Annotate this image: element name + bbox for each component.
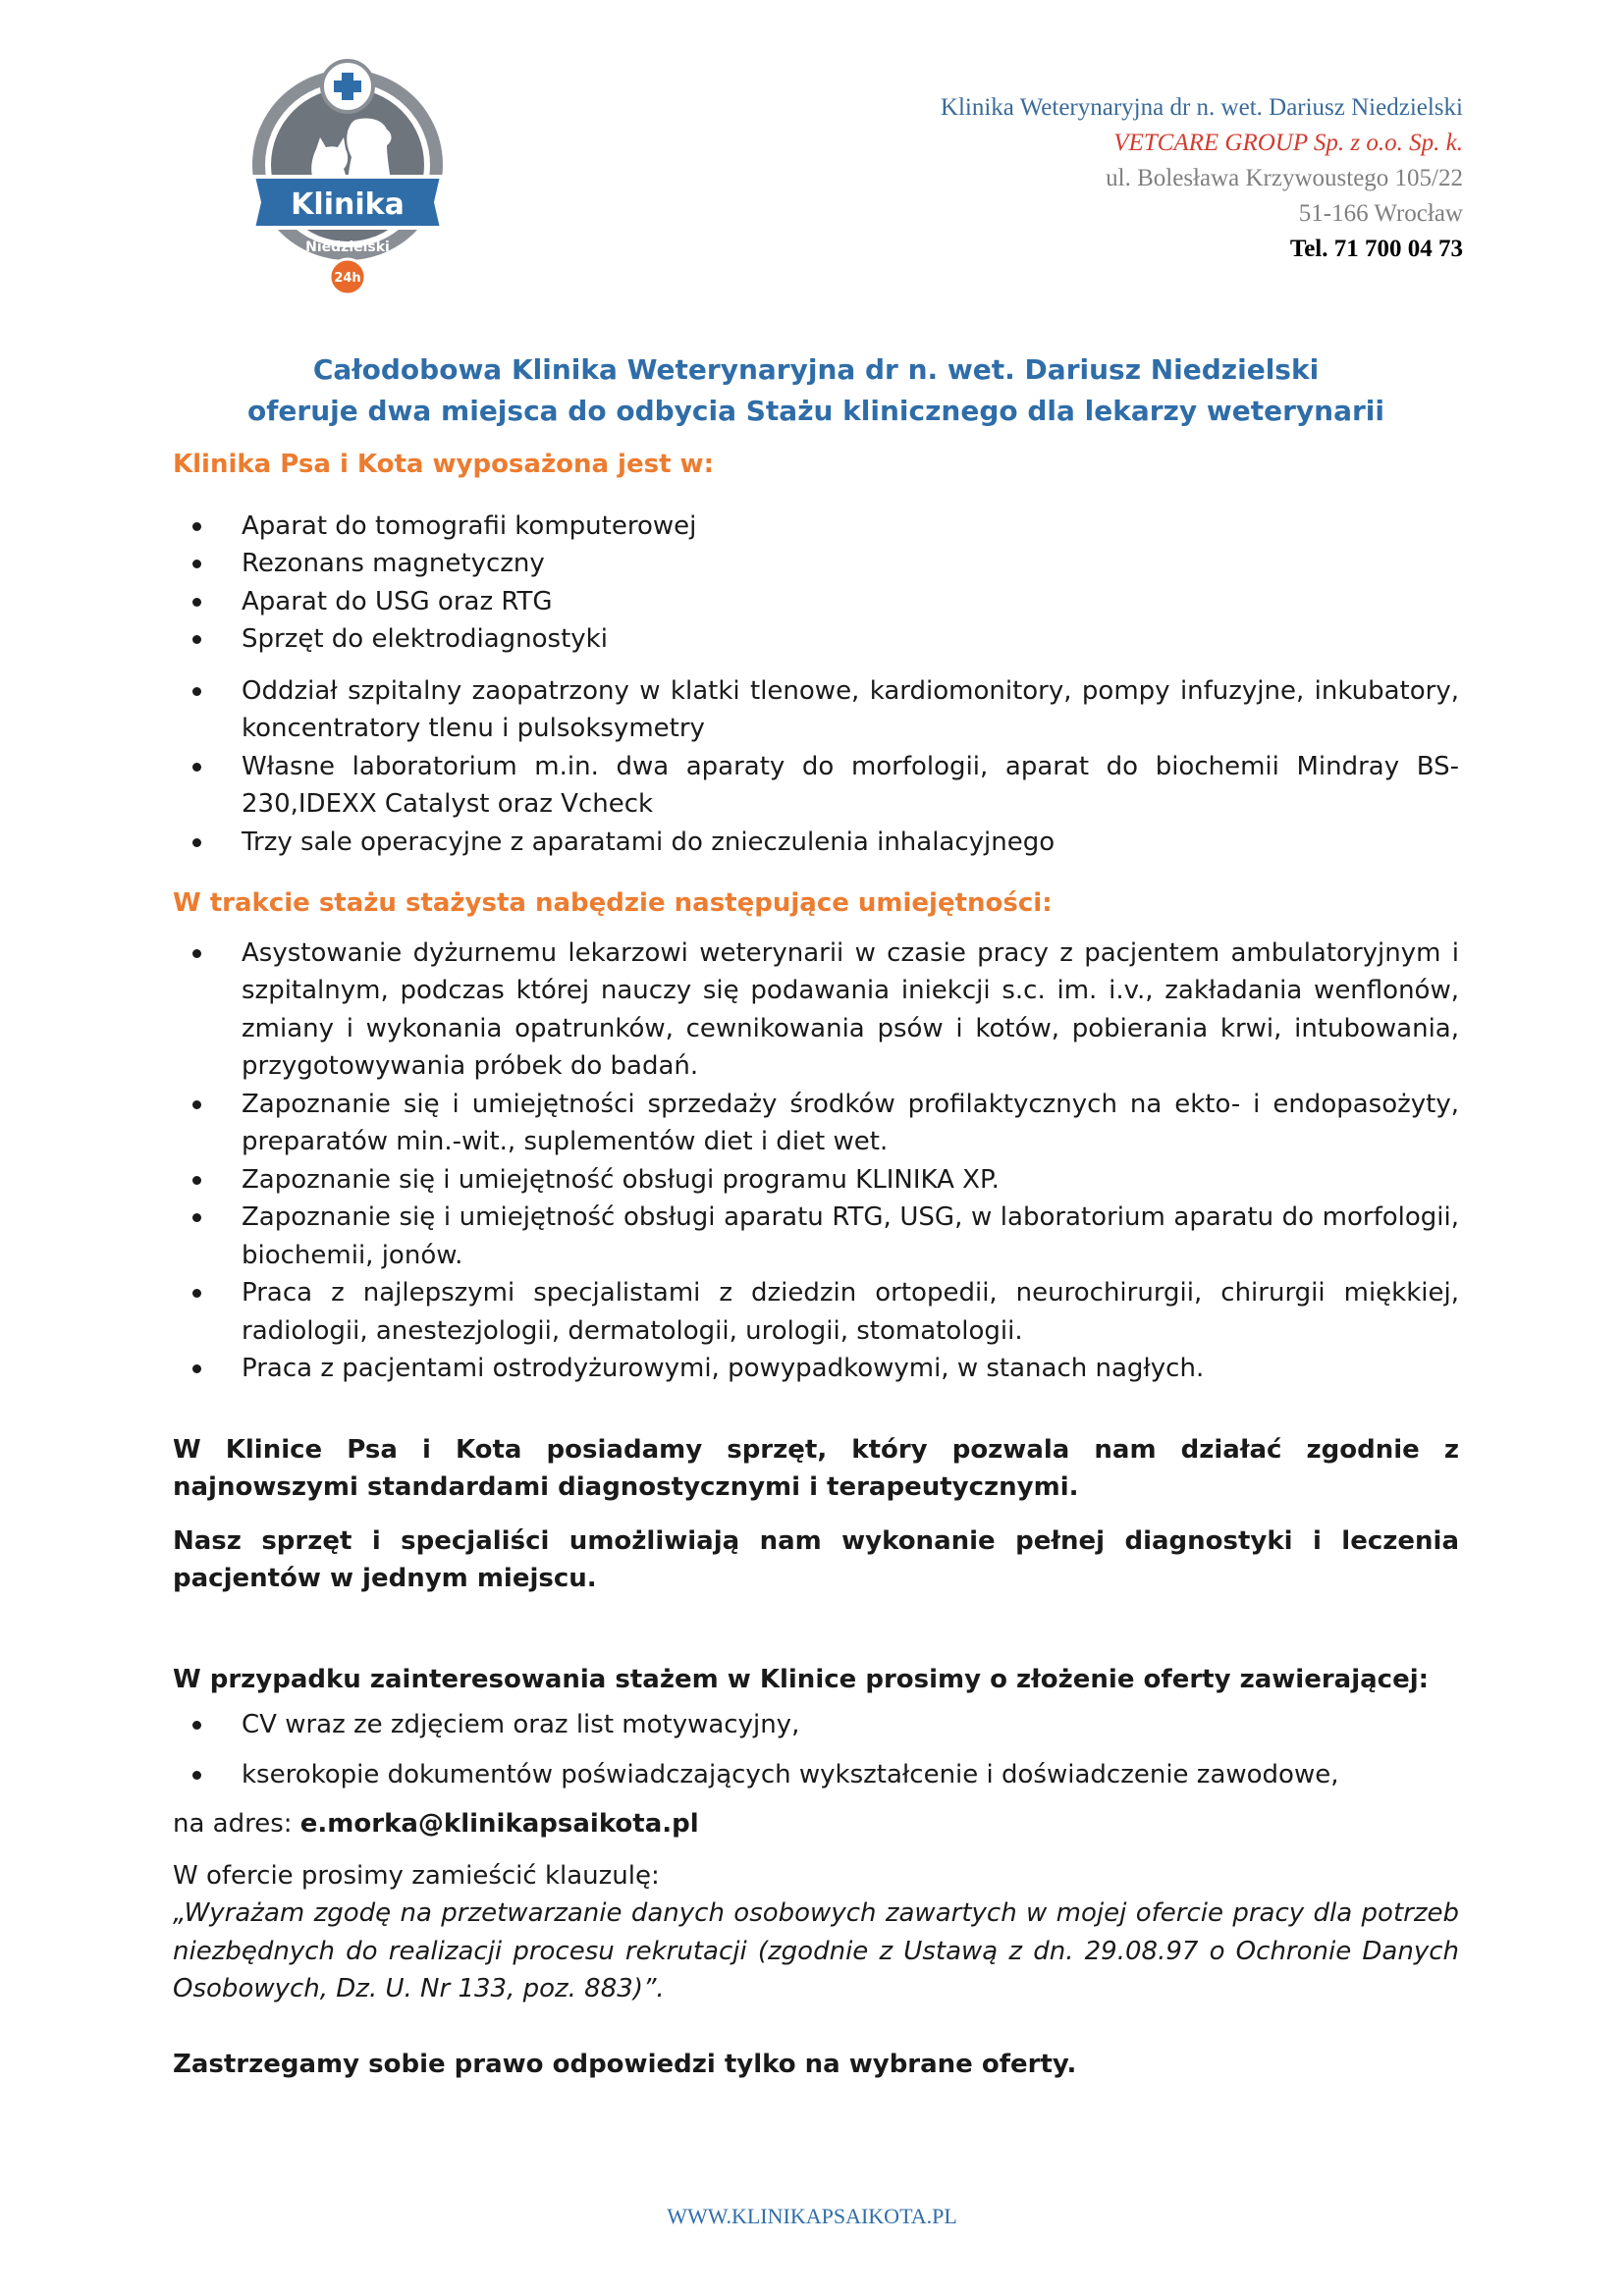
list-item: Trzy sale operacyjne z aparatami do znieczulenia inhalacyjnego: [173, 824, 1459, 862]
list-item: Zapoznanie się i umiejętność obsługi aparatu RTG, USG, w laboratorium aparatu do morfologii, biochemii, jonów.: [173, 1199, 1459, 1274]
list-item: Praca z pacjentami ostrodyżurowymi, powypadkowymi, w stanach nagłych.: [173, 1350, 1459, 1388]
clinic-logo: [240, 59, 456, 299]
application-list: [173, 1706, 1459, 1793]
list-item: Asystowanie dyżurnemu lekarzowi weterynarii w czasie pracy z pacjentem ambulatoryjnym i szpitalnym, podczas której nauczy się podawania iniekcji s.c. im. i.v., zakładania wenflonów, zmiany i wykonania opatrunków, cewnikowania psów i kotów, pobierania krwi, intubowania, przygotowywania próbek do badań.: [173, 934, 1459, 1086]
logo-sub-text: Niedzielski: [305, 240, 390, 255]
clinic-address-block: [941, 90, 1463, 267]
list-item: Aparat do tomografii komputerowej: [173, 507, 1459, 546]
document-title: [173, 349, 1459, 432]
closing-paragraph-2: Nasz sprzęt i specjaliści umożliwiają nam wykonanie pełnej diagnostyki i leczenia pacjentów w jednym miejscu.: [173, 1525, 1459, 1593]
list-item: Zapoznanie się i umiejętności sprzedaży środków profilaktycznych na ekto- i endopasożyty, preparatów min.-wit., suplementów diet i diet wet.: [173, 1086, 1459, 1161]
list-item: CV wraz ze zdjęciem oraz list motywacyjny,: [173, 1706, 1459, 1744]
address-label: na adres:: [173, 1809, 300, 1839]
equipment-heading: Klinika Psa i Kota wyposażona jest w:: [173, 450, 714, 479]
clause-intro: W ofercie prosimy zamieścić klauzulę:: [173, 1860, 660, 1891]
title-line-1: Całodobowa Klinika Weterynaryjna dr n. wet. Dariusz Niedzielski: [312, 353, 1320, 386]
company-name: VETCARE GROUP Sp. z o.o. Sp. k.: [1113, 130, 1463, 156]
consent-clause: „Wyrażam zgodę na przetwarzanie danych osobowych zawartych w mojej ofercie pracy dla potrzeb niezbędnych do realizacji procesu rekrutacji (zgodnie z Ustawą z dn. 29.08.97 o Ochronie Danych Osobowych, Dz. U. Nr 133, poz. 883)”.: [173, 1898, 1459, 2003]
title-line-2: oferuje dwa miejsca do odbycia Stażu klinicznego dla lekarzy weterynarii: [247, 395, 1384, 427]
closing-paragraph-1: W Klinice Psa i Kota posiadamy sprzęt, który pozwala nam działać zgodnie z najnowszymi standardami diagnostycznymi i terapeutycznymi.: [173, 1434, 1459, 1502]
skills-heading: W trakcie stażu stażysta nabędzie następujące umiejętności:: [173, 888, 1053, 918]
application-heading: W przypadku zainteresowania stażem w Klinice prosimy o złożenie oferty zawierającej:: [173, 1664, 1430, 1694]
document-body: [173, 349, 1459, 2083]
list-item: Rezonans magnetyczny: [173, 545, 1459, 583]
postal-city: 51-166 Wrocław: [1298, 200, 1463, 227]
email-address: e.morka@klinikapsaikota.pl: [299, 1809, 699, 1839]
address-line: [173, 1805, 1459, 1843]
list-item: Zapoznanie się i umiejętność obsługi programu KLINIKA XP.: [173, 1161, 1459, 1200]
clinic-logo-graphic: [240, 59, 456, 299]
list-item: kserokopie dokumentów poświadczających wykształcenie i doświadczenie zawodowe,: [173, 1756, 1459, 1794]
phone-number: Tel. 71 700 04 73: [1289, 236, 1463, 262]
footer-website: WWW.KLINIKAPSAIKOTA.PL: [667, 2204, 957, 2228]
list-item: Sprzęt do elektrodiagnostyki: [173, 620, 1459, 659]
list-item: Własne laboratorium m.in. dwa aparaty do morfologii, aparat do biochemii Mindray BS-230,IDEXX Catalyst oraz Vcheck: [173, 748, 1459, 824]
equipment-list: [173, 507, 1459, 862]
list-item: Praca z najlepszymi specjalistami z dziedzin ortopedii, neurochirurgii, chirurgii miękkiej, radiologii, anestezjologii, dermatologii, urologii, stomatologii.: [173, 1274, 1459, 1350]
clinic-name: Klinika Weterynaryjna dr n. wet. Dariusz Niedzielski: [940, 94, 1463, 121]
reservation-notice: Zastrzegamy sobie prawo odpowiedzi tylko na wybrane oferty.: [173, 2049, 1077, 2079]
logo-badge-text: 24h: [334, 271, 361, 286]
list-item: Oddział szpitalny zaopatrzony w klatki tlenowe, kardiomonitory, pompy infuzyjne, inkubatory, koncentratory tlenu i pulsoksymetry: [173, 672, 1459, 748]
street-address: ul. Bolesława Krzywoustego 105/22: [1106, 165, 1463, 191]
skills-list: [173, 934, 1459, 1388]
list-item: Aparat do USG oraz RTG: [173, 583, 1459, 621]
logo-main-text: Klinika: [291, 187, 405, 222]
